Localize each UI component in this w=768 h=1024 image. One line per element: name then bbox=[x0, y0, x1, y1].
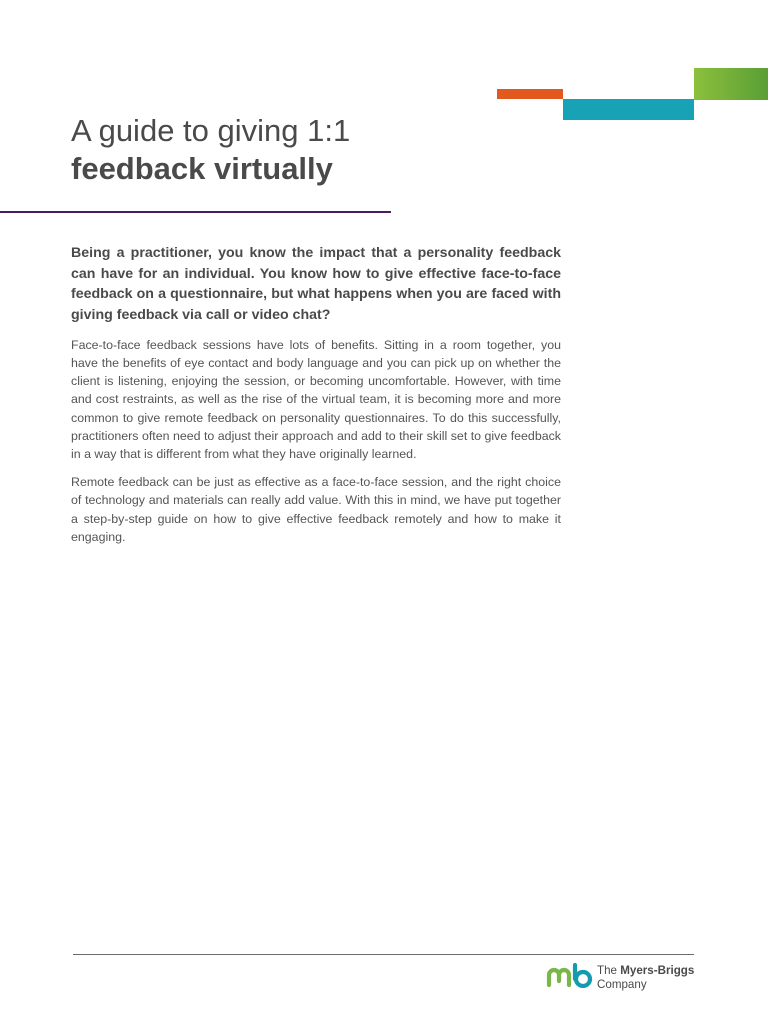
page-title bbox=[71, 112, 350, 188]
myers-briggs-mb-logo-icon bbox=[546, 963, 594, 989]
logo-text-the: The bbox=[597, 964, 617, 977]
green-accent-bar bbox=[694, 68, 768, 100]
logo-wordmark bbox=[597, 964, 694, 991]
page-title-line1: A guide to giving 1:1 bbox=[71, 113, 351, 148]
teal-accent-bar bbox=[563, 99, 694, 120]
body-paragraph-1: Face-to-face feedback sessions have lots of benefits. Sitting in a room together, you have the benefits of eye contact and body language and you can pick up on whether the client is listening, enjoying the session, or becoming uncomfortable. However, with time and cost restraints, as well as the rise of the virtual team, it is becoming more and more common to give remote feedback on personality questionnaires. To do this successfully, practitioners often need to adjust their approach and add to their skill set to give feedback in a way that is different from what they have originally learned. bbox=[71, 337, 561, 462]
company-logo bbox=[546, 962, 696, 992]
page-title-line2: feedback virtually bbox=[71, 151, 333, 186]
logo-text-company: Company bbox=[597, 977, 647, 991]
logo-text-name: Myers-Briggs bbox=[620, 964, 695, 977]
body-paragraph-2: Remote feedback can be just as effective as a face-to-face session, and the right choice of technology and materials can really add value. With this in mind, we have put together a step-by-step guide on how to give effective feedback remotely and how to make it engaging. bbox=[71, 475, 561, 544]
body-content bbox=[71, 243, 561, 556]
lead-paragraph: Being a practitioner, you know the impact that a personality feedback can have for an individual. You know how to give effective face-to-face feedback on a questionnaire, but what happens when you are faced with giving feedback via call or video chat? bbox=[71, 245, 561, 324]
title-divider bbox=[0, 211, 391, 213]
orange-accent-bar bbox=[497, 89, 563, 99]
footer-divider bbox=[73, 954, 694, 955]
